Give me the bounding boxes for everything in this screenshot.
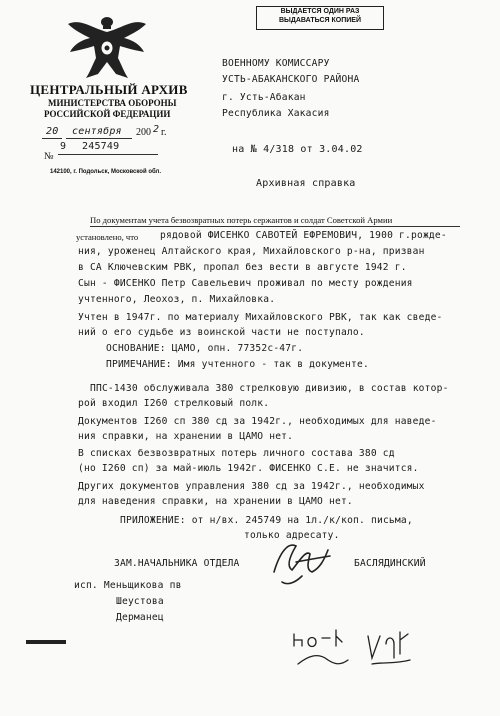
margin-mark — [26, 640, 66, 644]
body-line-18: ПРИЛОЖЕНИЕ: от н/вх. 245749 на 1л./к/коп. письма, — [120, 515, 413, 526]
executor-1: исп. Меньщикова пв — [74, 580, 182, 591]
body-line-2: ния, уроженец Алтайского края, Михайловского р-на, призван — [78, 246, 425, 257]
handwritten-note-2 — [362, 618, 418, 672]
body-line-8: ОСНОВАНИЕ: ЦАМО, опн. 77352с-47г. — [106, 343, 304, 354]
archive-address: 142100, г. Подольск, Московской обл. — [50, 169, 162, 175]
body-line-4: Сын - ФИСЕНКО Петр Савельевич проживал по месту рождения — [78, 278, 413, 289]
date-day: 20 — [46, 126, 59, 137]
date-day-line — [42, 138, 62, 139]
ministry-line-1: МИНИСТЕРСТВА ОБОРОНЫ — [48, 98, 177, 108]
body-line-15: (но I260 сп) за май-июль 1942г. ФИСЕНКО С.Е. не значится. — [78, 463, 419, 474]
reg-number: 245749 — [82, 141, 120, 152]
body-line-3: в СА Ключевским РВК, пропал без вести в августе 1942 г. — [78, 262, 407, 273]
signature-title: ЗАМ.НАЧАЛЬНИКА ОТДЕЛА — [114, 558, 240, 569]
executor-3: Дерманец — [116, 612, 164, 623]
body-line-19: только адресату. — [244, 530, 340, 541]
intro-line-2: установлено, что — [76, 232, 139, 242]
body-line-5: учтенного, Леохоз, п. Михайловка. — [78, 294, 276, 305]
body-line-12: Документов I260 сп 380 сд за 1942г., необходимых для наведе- — [78, 416, 437, 427]
reg-line — [58, 154, 158, 155]
body-line-9: ПРИМЕЧАНИЕ: Имя учтенного - так в документе. — [106, 359, 369, 370]
body-line-11: рой входил I260 стрелковый полк. — [78, 398, 270, 409]
archive-title: ЦЕНТРАЛЬНЫЙ АРХИВ — [30, 82, 188, 97]
reg-prefix: 9 — [60, 141, 67, 152]
handwritten-note-1 — [288, 616, 358, 676]
intro-line-1: По документам учета безвозвратных потерь сержантов и солдат Советской Армии — [90, 215, 393, 225]
date-year-suffix: 2 — [153, 124, 160, 135]
body-line-6: Учтен в 1947г. по материалу Михайловского РВК, так как сведе- — [78, 312, 443, 323]
body-line-7: ний о его судьбе из воинской части не поступало. — [78, 327, 365, 338]
no-label: № — [44, 151, 54, 162]
signatory-name: БАСЛЯДИНСКИЙ — [354, 558, 426, 569]
date-year-prefix: 200 — [136, 127, 151, 138]
stamp-line-2: ВЫДАВАТЬСЯ КОПИЕЙ — [278, 17, 361, 24]
incoming-reference: на № 4/318 от 3.04.02 — [232, 144, 363, 155]
body-line-13: ния справки, на хранении в ЦАМО нет. — [78, 431, 294, 442]
stamp-line-1: ВЫДАЕТСЯ ОДИН РАЗ — [280, 8, 360, 15]
date-month: сентября — [72, 126, 122, 137]
executor-2: Шеустова — [116, 596, 164, 607]
intro-underline — [90, 226, 460, 227]
document-title: Архивная справка — [256, 178, 356, 189]
body-line-14: В списках безвозвратных потерь личного состава 380 сд — [78, 448, 395, 459]
issue-stamp — [256, 6, 384, 30]
double-headed-eagle-emblem — [62, 14, 152, 82]
body-line-17: для наведения справки, на хранении в ЦАМО нет. — [78, 496, 353, 507]
body-line-10: ППС-1430 обслуживала 380 стрелковую дивизию, в состав котор- — [90, 383, 449, 394]
ministry-line-2: РОССИЙСКОЙ ФЕДЕРАЦИИ — [44, 109, 171, 119]
body-line-1: рядовой ФИСЕНКО САВОТЕЙ ЕФРЕМОВИЧ, 1900 г.рожде- — [160, 230, 447, 241]
body-line-16: Других документов управления 380 сд за 1942г., необходимых — [78, 481, 425, 492]
date-month-line — [66, 138, 132, 139]
recipient-line-4: Республика Хакасия — [222, 108, 330, 119]
date-suffix: г. — [161, 127, 167, 138]
recipient-line-2: УСТЬ-АБАКАНСКОГО РАЙОНА — [222, 74, 360, 85]
handwritten-signature — [266, 532, 336, 588]
recipient-line-1: ВОЕННОМУ КОМИССАРУ — [222, 58, 330, 69]
recipient-line-3: г. Усть-Абакан — [222, 92, 306, 103]
